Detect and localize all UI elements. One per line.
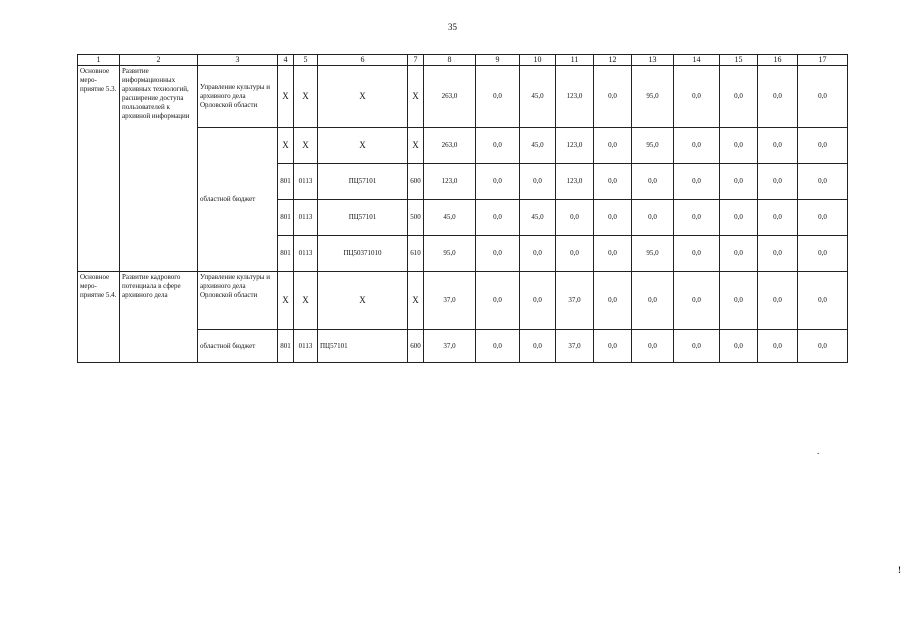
table-cell: 37,0: [556, 272, 594, 330]
table-cell: 37,0: [556, 330, 594, 363]
table-cell: Х: [318, 66, 408, 128]
table-cell: 610: [408, 236, 424, 272]
table-cell: 0,0: [632, 272, 674, 330]
table-cell: 0,0: [720, 236, 758, 272]
table-cell: 801: [278, 200, 294, 236]
table-cell: 263,0: [424, 66, 476, 128]
measure-name: Основное меро-приятие 5.4.: [78, 272, 120, 363]
table-cell: ПЦ57101: [318, 330, 408, 363]
table-cell: 0,0: [720, 66, 758, 128]
header-cell: 5: [294, 55, 318, 66]
table-cell: Х: [278, 128, 294, 164]
header-cell: 17: [798, 55, 848, 66]
table-cell: 0,0: [476, 200, 520, 236]
header-cell: 1: [78, 55, 120, 66]
page-number: 35: [448, 22, 457, 32]
table-cell: 0,0: [520, 236, 556, 272]
table-cell: 0,0: [720, 128, 758, 164]
table-cell: 0,0: [798, 330, 848, 363]
table-cell: 0,0: [674, 236, 720, 272]
table-cell: 0,0: [476, 330, 520, 363]
responsible-executor: Управление культуры и архивного дела Орловской области: [198, 272, 278, 330]
table-cell: ПЦ57101: [318, 200, 408, 236]
table-cell: 95,0: [632, 128, 674, 164]
table-cell: 0,0: [476, 66, 520, 128]
table-cell: Х: [294, 272, 318, 330]
table-cell: 123,0: [556, 164, 594, 200]
header-cell: 11: [556, 55, 594, 66]
table-row: [78, 66, 848, 128]
table-cell: 0,0: [632, 330, 674, 363]
header-cell: 8: [424, 55, 476, 66]
table-cell: Х: [408, 128, 424, 164]
table-cell: 0,0: [674, 330, 720, 363]
table-cell: 0,0: [798, 128, 848, 164]
header-cell: 16: [758, 55, 798, 66]
table-cell: 0,0: [556, 200, 594, 236]
table-cell: 600: [408, 330, 424, 363]
table-cell: 0,0: [632, 164, 674, 200]
table-cell: 0,0: [674, 272, 720, 330]
table-cell: 0,0: [798, 164, 848, 200]
table-cell: 45,0: [520, 200, 556, 236]
table-cell: 0,0: [476, 272, 520, 330]
table-row: [78, 272, 848, 330]
table-cell: Х: [408, 66, 424, 128]
header-cell: 13: [632, 55, 674, 66]
table-cell: 123,0: [556, 128, 594, 164]
header-cell: 12: [594, 55, 632, 66]
table-cell: 0,0: [674, 164, 720, 200]
header-row: [78, 55, 848, 66]
table-cell: Х: [318, 272, 408, 330]
table-cell: 0,0: [720, 272, 758, 330]
table-cell: 0,0: [758, 330, 798, 363]
table-cell: 0,0: [520, 330, 556, 363]
table-cell: 0,0: [798, 200, 848, 236]
table-cell: Х: [278, 66, 294, 128]
table-cell: 0,0: [556, 236, 594, 272]
header-cell: 7: [408, 55, 424, 66]
table-cell: 0,0: [758, 164, 798, 200]
table-cell: 37,0: [424, 272, 476, 330]
table-cell: 0,0: [674, 128, 720, 164]
table-cell: 0,0: [720, 330, 758, 363]
table-cell: 0,0: [720, 200, 758, 236]
table-cell: 0,0: [632, 200, 674, 236]
table-cell: 0,0: [594, 236, 632, 272]
table-cell: 0,0: [674, 200, 720, 236]
table-cell: 0,0: [594, 330, 632, 363]
table-cell: 0,0: [594, 200, 632, 236]
header-cell: 9: [476, 55, 520, 66]
table-cell: 0,0: [476, 164, 520, 200]
table-cell: 123,0: [424, 164, 476, 200]
funding-source: областной бюджет: [198, 330, 278, 363]
table-cell: ПЦ57101: [318, 164, 408, 200]
table-cell: 45,0: [520, 128, 556, 164]
table-cell: 0,0: [798, 66, 848, 128]
table-cell: 0113: [294, 200, 318, 236]
header-cell: 10: [520, 55, 556, 66]
table-cell: 801: [278, 236, 294, 272]
table-cell: 0,0: [720, 164, 758, 200]
table-cell: 500: [408, 200, 424, 236]
table-cell: 0,0: [594, 272, 632, 330]
table-cell: 37,0: [424, 330, 476, 363]
table-cell: 0,0: [520, 272, 556, 330]
table-cell: 0,0: [594, 128, 632, 164]
header-cell: 2: [120, 55, 198, 66]
header-cell: 15: [720, 55, 758, 66]
table-cell: 263,0: [424, 128, 476, 164]
table-cell: 600: [408, 164, 424, 200]
responsible-executor: Управление культуры и архивного дела Орловской области: [198, 66, 278, 128]
table-cell: 801: [278, 164, 294, 200]
table-cell: Х: [294, 128, 318, 164]
table-cell: 0,0: [520, 164, 556, 200]
table-cell: 0,0: [476, 236, 520, 272]
table-cell: 0,0: [674, 66, 720, 128]
table-cell: 0,0: [758, 236, 798, 272]
header-cell: 4: [278, 55, 294, 66]
table-cell: 0113: [294, 330, 318, 363]
header-cell: 3: [198, 55, 278, 66]
table-cell: Х: [318, 128, 408, 164]
table-cell: 0,0: [758, 200, 798, 236]
table-cell: 0,0: [758, 272, 798, 330]
funding-source: областной бюджет: [198, 128, 278, 272]
table-cell: Х: [408, 272, 424, 330]
table-cell: Х: [294, 66, 318, 128]
table-cell: 0113: [294, 164, 318, 200]
budget-table: [77, 54, 848, 363]
table-cell: 0,0: [798, 236, 848, 272]
table-cell: 0113: [294, 236, 318, 272]
edge-mark-icon: !: [898, 565, 901, 575]
table-cell: 123,0: [556, 66, 594, 128]
table-cell: 0,0: [594, 66, 632, 128]
table-cell: 0,0: [758, 128, 798, 164]
table-cell: 45,0: [424, 200, 476, 236]
table-cell: Х: [278, 272, 294, 330]
header-cell: 14: [674, 55, 720, 66]
table-cell: 95,0: [632, 66, 674, 128]
table-cell: 95,0: [424, 236, 476, 272]
table-cell: 801: [278, 330, 294, 363]
measure-title: Развитие информационных архивных технологий, расширение доступа пользователей к архивной информации: [120, 66, 198, 272]
table-cell: 0,0: [798, 272, 848, 330]
table-cell: 45,0: [520, 66, 556, 128]
measure-title: Развитие кадрового потенциала в сфере архивного дела: [120, 272, 198, 363]
measure-name: Основное меро-приятие 5.3.: [78, 66, 120, 272]
table-cell: 0,0: [594, 164, 632, 200]
header-cell: 6: [318, 55, 408, 66]
table-cell: ПЦ50371010: [318, 236, 408, 272]
table-cell: 0,0: [476, 128, 520, 164]
stray-dot-mark: .: [817, 446, 820, 456]
table-cell: 95,0: [632, 236, 674, 272]
table-cell: 0,0: [758, 66, 798, 128]
